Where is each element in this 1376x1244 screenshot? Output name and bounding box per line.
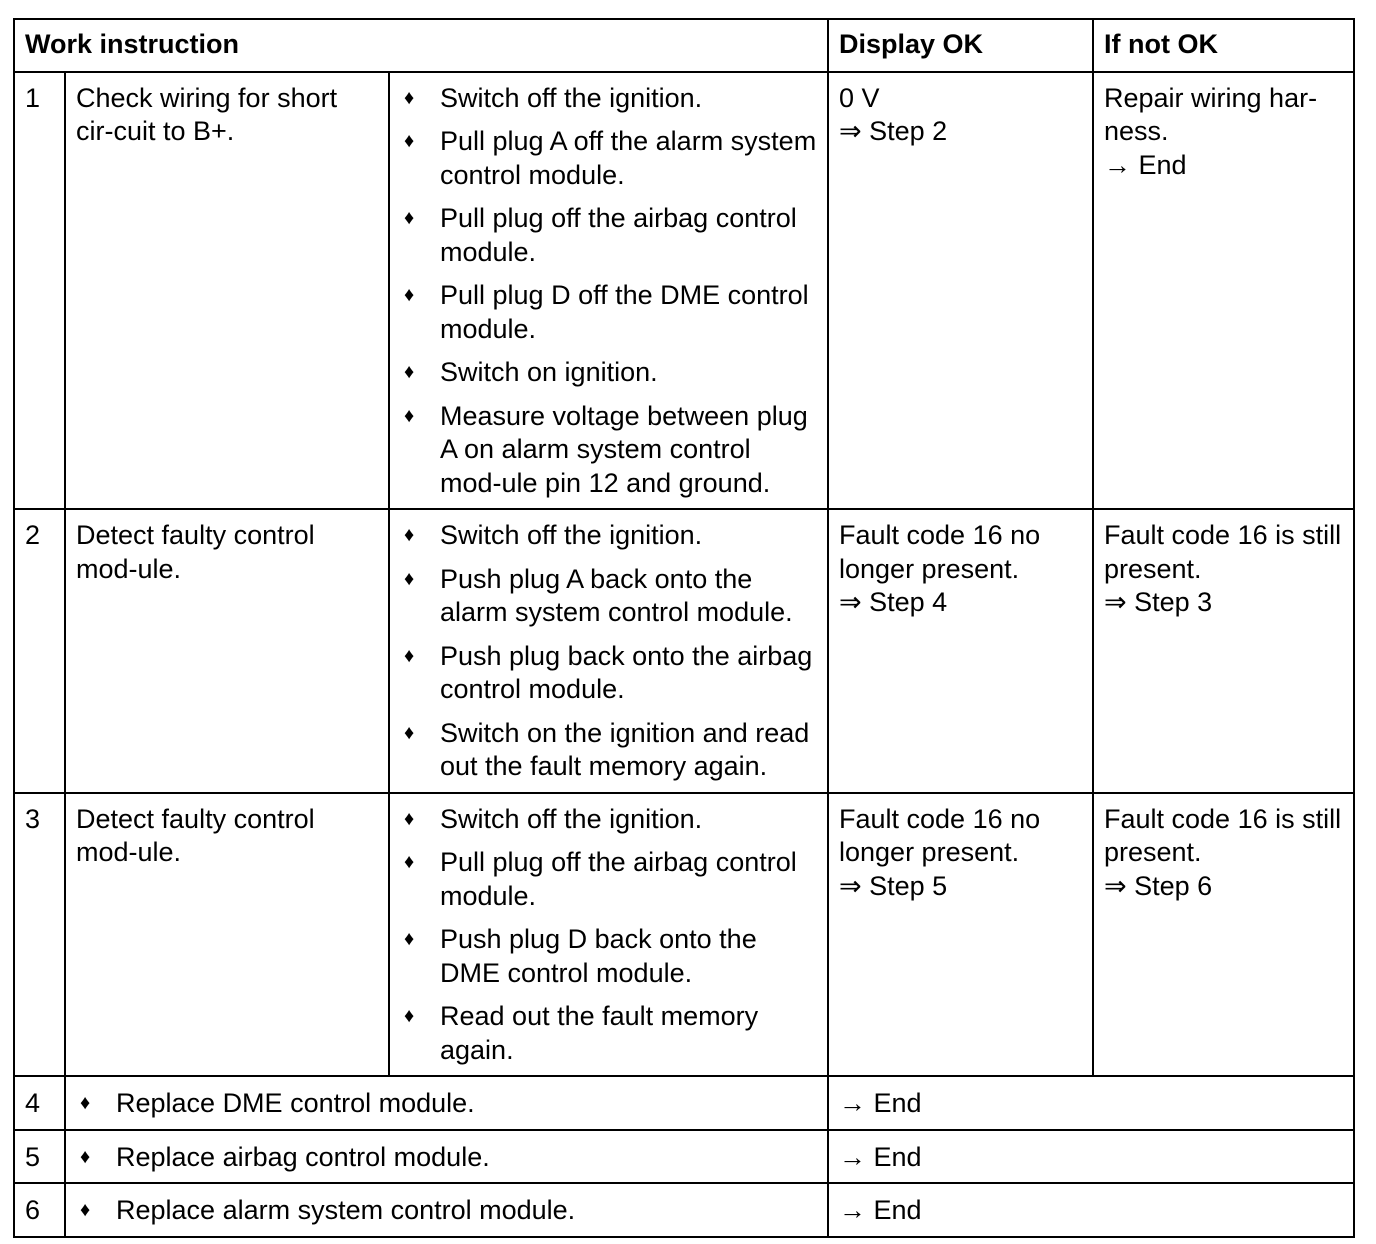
if-not-ok-next: → End — [1104, 149, 1187, 180]
diamond-bullet-icon: ♦ — [404, 524, 415, 546]
display-ok-next: ⇒ Step 2 — [839, 116, 948, 146]
list-item: ♦ Switch on ignition. — [400, 356, 817, 390]
if-not-ok-next: ⇒ Step 3 — [1104, 587, 1213, 617]
diamond-bullet-icon: ♦ — [404, 86, 415, 109]
diamond-bullet-icon: ♦ — [404, 851, 415, 873]
step-action: Replace DME control module. — [116, 1088, 475, 1118]
if-not-ok-cell — [1093, 72, 1354, 510]
step-number: 2 — [14, 509, 65, 793]
step-action-cell — [65, 1183, 828, 1237]
step-action: Replace airbag control module. — [116, 1141, 490, 1172]
display-ok-text: Fault code 16 no longer present. — [839, 520, 1041, 584]
display-ok-cell — [828, 793, 1093, 1077]
list-item: ♦ Read out the fault memory again. — [404, 1001, 759, 1065]
display-ok-cell — [828, 72, 1093, 510]
step-result: → End — [828, 1183, 1354, 1237]
list-item: ♦ Switch on the ignition and read out the fault memory again. — [404, 717, 810, 781]
diamond-bullet-icon: ♦ — [404, 1005, 415, 1027]
display-ok-next: ⇒ Step 5 — [839, 870, 948, 901]
step-number: 6 — [14, 1183, 65, 1237]
step-action-cell — [65, 1076, 828, 1130]
if-not-ok-text: Fault code 16 is still present. — [1104, 520, 1342, 584]
work-instruction-table — [13, 18, 1355, 1238]
step-action-cell — [65, 1130, 828, 1184]
table-row — [14, 1130, 1354, 1184]
list-item: ♦ Measure voltage between plug A on alarm system control mod-ule pin 12 and ground. — [404, 400, 808, 498]
list-item: ♦ Switch off the ignition. — [400, 803, 817, 837]
display-ok-cell — [828, 509, 1093, 793]
display-ok-next: ⇒ Step 4 — [839, 587, 948, 617]
diamond-bullet-icon: ♦ — [80, 1092, 91, 1114]
step-actions — [389, 509, 828, 793]
list-item: ♦ Push plug A back onto the alarm system control module. — [404, 563, 793, 627]
step-result: → End — [828, 1076, 1354, 1130]
diamond-bullet-icon: ♦ — [404, 567, 415, 590]
step-title: Detect faulty control mod-ule. — [65, 793, 389, 1077]
list-item: ♦ Push plug D back onto the DME control module. — [404, 924, 757, 988]
display-ok-text: Fault code 16 no longer present. — [839, 803, 1041, 867]
header-display-ok: Display OK — [828, 19, 1093, 72]
diamond-bullet-icon: ♦ — [404, 284, 415, 306]
table-body — [14, 72, 1354, 1237]
diamond-bullet-icon: ♦ — [404, 721, 415, 744]
list-item: ♦ Switch off the ignition. — [400, 82, 817, 116]
header-if-not-ok: If not OK — [1093, 19, 1354, 72]
table-row — [14, 793, 1354, 1077]
if-not-ok-text: Fault code 16 is still present. — [1104, 803, 1342, 867]
step-number: 5 — [14, 1130, 65, 1184]
step-actions — [389, 72, 828, 510]
display-ok-text: 0 V — [839, 82, 880, 113]
if-not-ok-cell — [1093, 509, 1354, 793]
step-actions — [389, 793, 828, 1077]
table-row — [14, 72, 1354, 510]
diamond-bullet-icon: ♦ — [404, 644, 415, 667]
table-row — [14, 1183, 1354, 1237]
if-not-ok-text: Repair wiring har-ness. — [1104, 82, 1318, 146]
list-item: ♦ Pull plug off the airbag control module. — [404, 203, 797, 267]
diamond-bullet-icon: ♦ — [404, 928, 415, 950]
diamond-bullet-icon: ♦ — [404, 130, 415, 152]
step-title: Check wiring for short cir-cuit to B+. — [65, 72, 389, 510]
diamond-bullet-icon: ♦ — [404, 207, 415, 229]
table-header-row — [14, 19, 1354, 72]
step-result: → End — [828, 1130, 1354, 1184]
diamond-bullet-icon: ♦ — [80, 1145, 91, 1168]
list-item: ♦ Pull plug off the airbag control module. — [404, 847, 797, 911]
diamond-bullet-icon: ♦ — [404, 404, 415, 427]
step-action: Replace alarm system control module. — [116, 1195, 576, 1225]
action-list — [400, 803, 817, 1068]
if-not-ok-next: ⇒ Step 6 — [1104, 870, 1213, 901]
step-number: 4 — [14, 1076, 65, 1130]
list-item: ♦ Pull plug D off the DME control module. — [404, 280, 809, 344]
diamond-bullet-icon: ♦ — [80, 1199, 91, 1221]
table-row — [14, 509, 1354, 793]
step-title: Detect faulty control mod-ule. — [65, 509, 389, 793]
diamond-bullet-icon: ♦ — [404, 807, 415, 830]
list-item: ♦ Switch off the ignition. — [400, 519, 817, 553]
diamond-bullet-icon: ♦ — [404, 361, 415, 383]
list-item: ♦ Pull plug A off the alarm system control module. — [404, 126, 817, 190]
header-work-instruction: Work instruction — [14, 19, 828, 72]
list-item: ♦ Push plug back onto the airbag control module. — [404, 640, 813, 704]
if-not-ok-cell — [1093, 793, 1354, 1077]
step-number: 3 — [14, 793, 65, 1077]
action-list — [400, 82, 817, 501]
action-list — [400, 519, 817, 784]
table-row — [14, 1076, 1354, 1130]
step-number: 1 — [14, 72, 65, 510]
